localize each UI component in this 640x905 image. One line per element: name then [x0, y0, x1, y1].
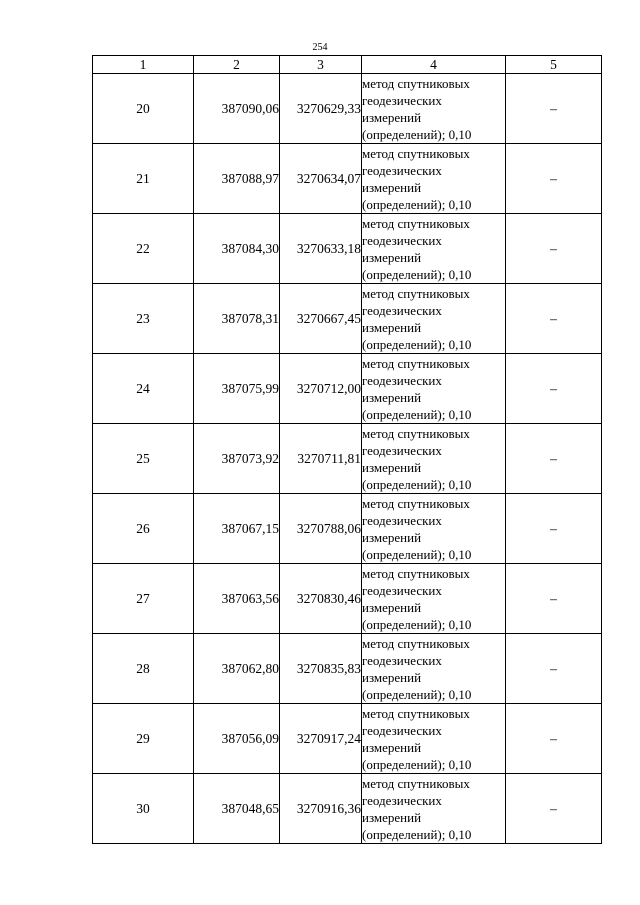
y-coordinate-cell: 3270629,33 — [280, 74, 362, 144]
column-5-cell: – — [506, 354, 602, 424]
method-cell — [362, 214, 506, 284]
point-number-cell: 28 — [93, 634, 194, 704]
point-number-cell: 27 — [93, 564, 194, 634]
method-cell — [362, 424, 506, 494]
method-text-line: (определений); 0,10 — [362, 616, 472, 632]
column-5-cell: – — [506, 634, 602, 704]
method-text-line: метод спутниковых — [362, 495, 470, 511]
x-coordinate-cell: 387088,97 — [194, 144, 280, 214]
method-cell — [362, 354, 506, 424]
y-coordinate-cell: 3270634,07 — [280, 144, 362, 214]
method-text-line: измерений — [362, 599, 422, 615]
table-row — [93, 284, 602, 354]
table-row — [93, 494, 602, 564]
column-5-cell: – — [506, 494, 602, 564]
method-text-line: метод спутниковых — [362, 775, 470, 791]
y-coordinate-cell: 3270633,18 — [280, 214, 362, 284]
method-cell — [362, 634, 506, 704]
method-text-line: (определений); 0,10 — [362, 126, 472, 142]
x-coordinate-cell: 387090,06 — [194, 74, 280, 144]
point-number-cell: 26 — [93, 494, 194, 564]
point-number-cell: 20 — [93, 74, 194, 144]
x-coordinate-cell: 387062,80 — [194, 634, 280, 704]
column-5-cell: – — [506, 774, 602, 844]
method-text-line: метод спутниковых — [362, 705, 470, 721]
method-text-line: (определений); 0,10 — [362, 756, 472, 772]
table-row — [93, 564, 602, 634]
table-row — [93, 144, 602, 214]
method-text-line: метод спутниковых — [362, 145, 470, 161]
method-text-line: измерений — [362, 529, 422, 545]
method-text-line: (определений); 0,10 — [362, 196, 472, 212]
method-text-line: (определений); 0,10 — [362, 826, 472, 842]
column-5-cell: – — [506, 74, 602, 144]
y-coordinate-cell: 3270667,45 — [280, 284, 362, 354]
method-text-line: измерений — [362, 179, 422, 195]
table-row — [93, 634, 602, 704]
method-text-line: измерений — [362, 739, 422, 755]
method-text-line: метод спутниковых — [362, 215, 470, 231]
point-number-cell: 25 — [93, 424, 194, 494]
column-5-cell: – — [506, 704, 602, 774]
method-text-line: метод спутниковых — [362, 75, 470, 91]
table-row — [93, 214, 602, 284]
method-text-line: (определений); 0,10 — [362, 336, 472, 352]
y-coordinate-cell: 3270830,46 — [280, 564, 362, 634]
table-row — [93, 354, 602, 424]
method-text-line: (определений); 0,10 — [362, 686, 472, 702]
method-text-line: метод спутниковых — [362, 285, 470, 301]
y-coordinate-cell: 3270835,83 — [280, 634, 362, 704]
point-number-cell: 29 — [93, 704, 194, 774]
point-number-cell: 21 — [93, 144, 194, 214]
method-cell — [362, 704, 506, 774]
method-text-line: геодезических — [362, 162, 442, 178]
method-cell — [362, 564, 506, 634]
method-cell — [362, 144, 506, 214]
column-5-cell: – — [506, 214, 602, 284]
x-coordinate-cell: 387067,15 — [194, 494, 280, 564]
table-row — [93, 424, 602, 494]
point-number-cell: 22 — [93, 214, 194, 284]
column-5-cell: – — [506, 144, 602, 214]
method-text-line: (определений); 0,10 — [362, 266, 472, 282]
column-header-2: 2 — [194, 56, 280, 74]
method-text-line: (определений); 0,10 — [362, 546, 472, 562]
table-row — [93, 74, 602, 144]
x-coordinate-cell: 387075,99 — [194, 354, 280, 424]
x-coordinate-cell: 387084,30 — [194, 214, 280, 284]
method-cell — [362, 284, 506, 354]
x-coordinate-cell: 387078,31 — [194, 284, 280, 354]
point-number-cell: 24 — [93, 354, 194, 424]
header-row — [93, 56, 602, 74]
table-row — [93, 774, 602, 844]
x-coordinate-cell: 387063,56 — [194, 564, 280, 634]
x-coordinate-cell: 387073,92 — [194, 424, 280, 494]
column-header-4: 4 — [362, 56, 506, 74]
method-text-line: геодезических — [362, 302, 442, 318]
coordinates-table — [92, 55, 602, 844]
method-text-line: измерений — [362, 109, 422, 125]
column-5-cell: – — [506, 424, 602, 494]
column-5-cell: – — [506, 284, 602, 354]
method-text-line: геодезических — [362, 232, 442, 248]
method-text-line: геодезических — [362, 92, 442, 108]
method-text-line: (определений); 0,10 — [362, 476, 472, 492]
method-text-line: геодезических — [362, 652, 442, 668]
method-cell — [362, 74, 506, 144]
column-header-5: 5 — [506, 56, 602, 74]
point-number-cell: 30 — [93, 774, 194, 844]
x-coordinate-cell: 387056,09 — [194, 704, 280, 774]
method-text-line: геодезических — [362, 442, 442, 458]
method-text-line: геодезических — [362, 722, 442, 738]
method-text-line: метод спутниковых — [362, 355, 470, 371]
method-text-line: геодезических — [362, 372, 442, 388]
method-cell — [362, 494, 506, 564]
method-text-line: геодезических — [362, 582, 442, 598]
column-5-cell: – — [506, 564, 602, 634]
x-coordinate-cell: 387048,65 — [194, 774, 280, 844]
method-text-line: (определений); 0,10 — [362, 406, 472, 422]
method-text-line: метод спутниковых — [362, 565, 470, 581]
column-header-3: 3 — [280, 56, 362, 74]
page-number: 254 — [312, 42, 328, 53]
y-coordinate-cell: 3270788,06 — [280, 494, 362, 564]
method-text-line: измерений — [362, 809, 422, 825]
table-row — [93, 704, 602, 774]
method-cell — [362, 774, 506, 844]
y-coordinate-cell: 3270916,36 — [280, 774, 362, 844]
y-coordinate-cell: 3270712,00 — [280, 354, 362, 424]
method-text-line: измерений — [362, 249, 422, 265]
method-text-line: геодезических — [362, 792, 442, 808]
point-number-cell: 23 — [93, 284, 194, 354]
method-text-line: измерений — [362, 669, 422, 685]
y-coordinate-cell: 3270917,24 — [280, 704, 362, 774]
method-text-line: измерений — [362, 389, 422, 405]
method-text-line: метод спутниковых — [362, 425, 470, 441]
y-coordinate-cell: 3270711,81 — [280, 424, 362, 494]
column-header-1: 1 — [93, 56, 194, 74]
method-text-line: метод спутниковых — [362, 635, 470, 651]
method-text-line: измерений — [362, 319, 422, 335]
method-text-line: геодезических — [362, 512, 442, 528]
method-text-line: измерений — [362, 459, 422, 475]
